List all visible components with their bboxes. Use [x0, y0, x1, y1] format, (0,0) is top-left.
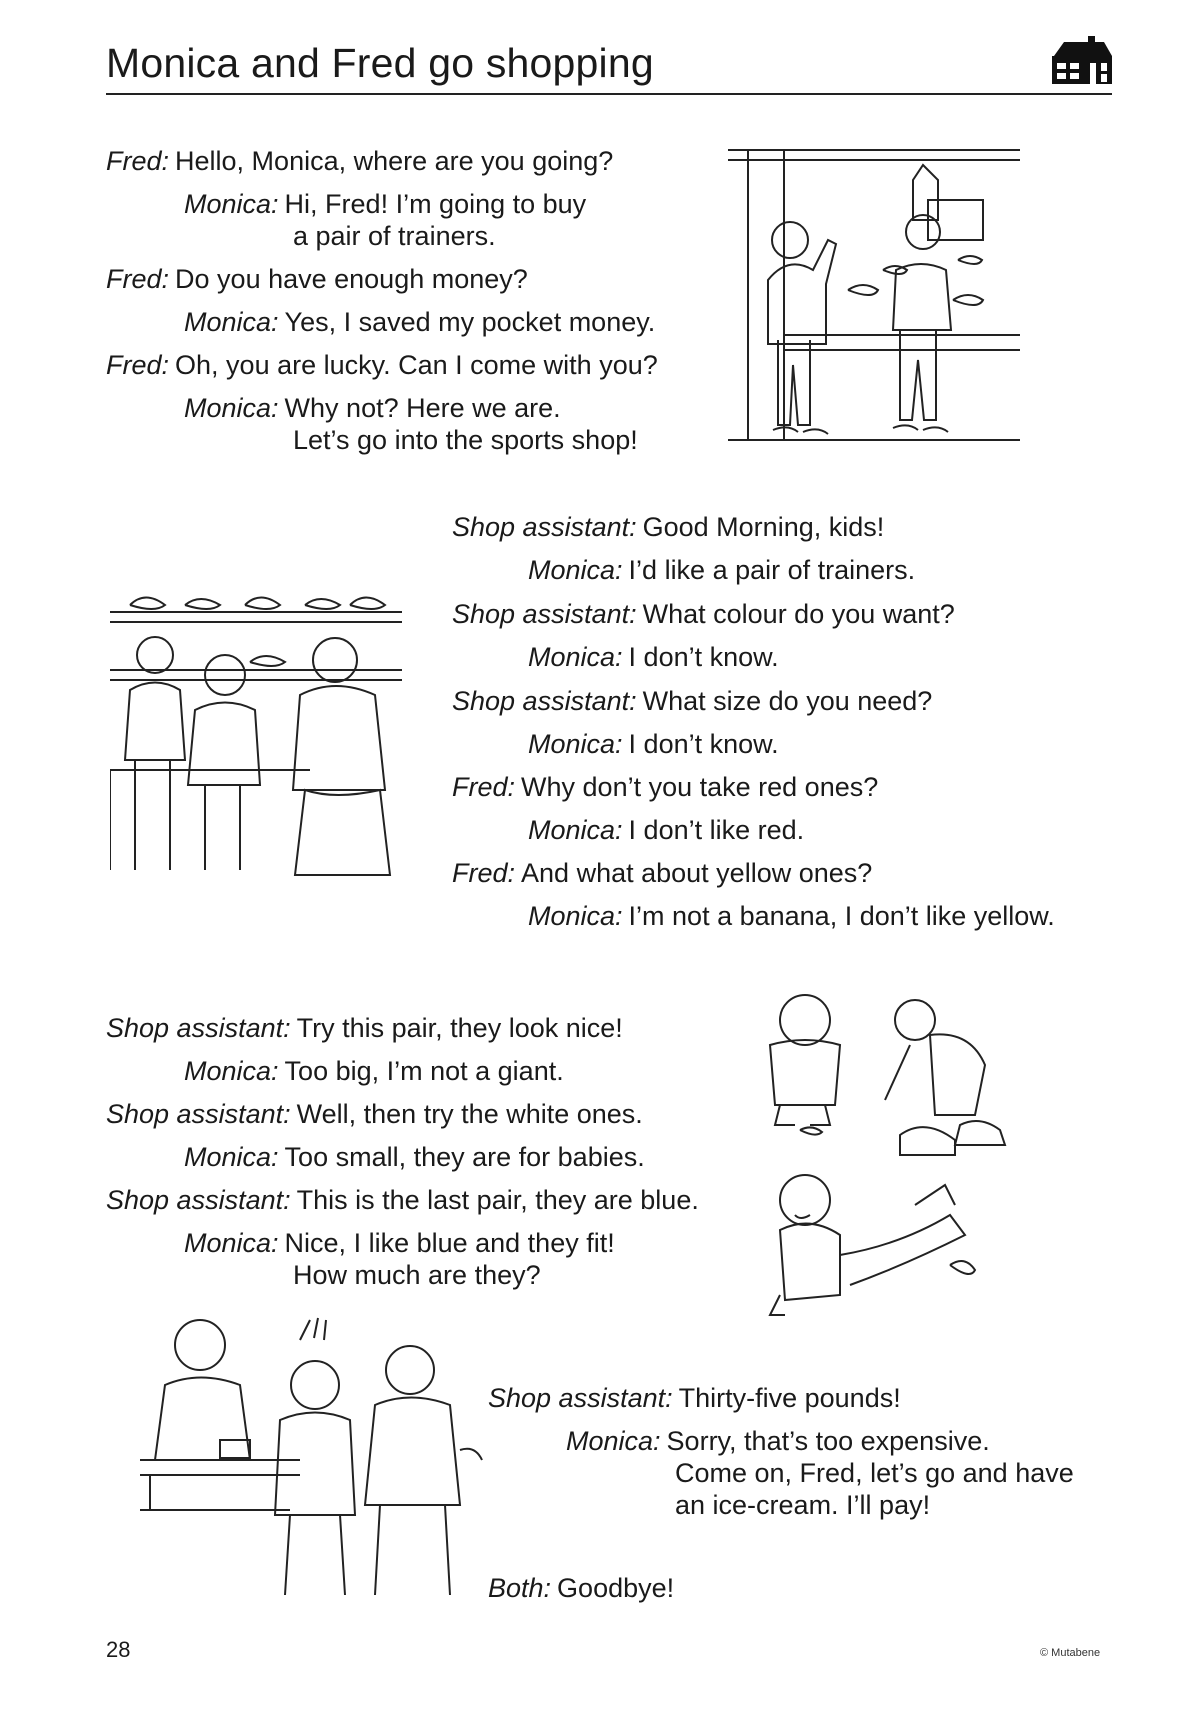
dialogue-line: [106, 349, 658, 381]
speaker-label: Monica:: [528, 901, 623, 931]
speaker-label: Shop assistant:: [488, 1383, 673, 1413]
line-text: Why not? Here we are.: [284, 393, 561, 423]
line-text: Yes, I saved my pocket money.: [284, 307, 656, 337]
dialogue-line: [528, 900, 1055, 932]
dialogue-line: [488, 1382, 901, 1414]
dialogue-line: [184, 1227, 615, 1259]
dialogue-line: [106, 263, 528, 295]
dialogue-line: [106, 1184, 699, 1216]
shop-counter-illustration: [140, 1300, 490, 1600]
dialogue-line: [452, 857, 872, 889]
line-text: I don’t know.: [628, 642, 779, 672]
line-text: Oh, you are lucky. Can I come with you?: [175, 350, 658, 380]
speaker-label: Shop assistant:: [106, 1099, 291, 1129]
dialogue-line: [528, 814, 804, 846]
line-text: What size do you need?: [642, 686, 933, 716]
page-number: 28: [106, 1637, 131, 1662]
dialogue-line: [528, 728, 779, 760]
speaker-label: Fred:: [452, 858, 516, 888]
speaker-label: Fred:: [452, 772, 516, 802]
line-text: This is the last pair, they are blue.: [296, 1185, 699, 1215]
dialogue-line-continued: a pair of trainers.: [293, 221, 496, 251]
dialogue-line-continued: Let’s go into the sports shop!: [293, 425, 638, 455]
line-text: Goodbye!: [557, 1573, 675, 1603]
dialogue-line: [106, 145, 613, 177]
line-text: Good Morning, kids!: [642, 512, 885, 542]
speaker-label: Shop assistant:: [452, 599, 637, 629]
line-text: Hi, Fred! I’m going to buy: [284, 189, 587, 219]
speaker-label: Monica:: [184, 1228, 279, 1258]
house-icon: [1048, 34, 1114, 86]
line-text: Why don’t you take red ones?: [521, 772, 879, 802]
page-title: Monica and Fred go shopping: [106, 40, 654, 86]
dialogue-line: [452, 511, 884, 543]
speaker-label: Monica:: [184, 1056, 279, 1086]
line-text: Hello, Monica, where are you going?: [175, 146, 614, 176]
dialogue-line: [452, 598, 955, 630]
dialogue-line-continued: an ice-cream. I’ll pay!: [675, 1490, 931, 1520]
line-text: Nice, I like blue and they fit!: [284, 1228, 615, 1258]
speaker-label: Shop assistant:: [452, 512, 637, 542]
speaker-label: Monica:: [528, 815, 623, 845]
dialogue-line: [184, 1055, 564, 1087]
dialogue-line: [452, 771, 878, 803]
line-text: Sorry, that’s too expensive.: [666, 1426, 990, 1456]
line-text: Try this pair, they look nice!: [296, 1013, 623, 1043]
speaker-label: Fred:: [106, 146, 170, 176]
shoe-shelf-illustration: [110, 570, 402, 880]
speaker-label: Monica:: [184, 1142, 279, 1172]
trying-trainers-illustration: [750, 985, 1050, 1335]
dialogue-line: [452, 685, 932, 717]
line-text: Thirty-five pounds!: [678, 1383, 901, 1413]
line-text: What colour do you want?: [642, 599, 955, 629]
line-text: Too big, I’m not a giant.: [284, 1056, 564, 1086]
dialogue-line: [528, 554, 915, 586]
line-text: I don’t know.: [628, 729, 779, 759]
dialogue-line: [528, 641, 779, 673]
line-text: Do you have enough money?: [175, 264, 528, 294]
copyright-notice: © Mutabene: [1040, 1647, 1101, 1659]
dialogue-line-continued: Come on, Fred, let’s go and have: [675, 1458, 1074, 1488]
speaker-label: Shop assistant:: [452, 686, 637, 716]
speaker-label: Monica:: [528, 729, 623, 759]
dialogue-line-continued: How much are they?: [293, 1260, 541, 1290]
dialogue-line: [184, 188, 586, 220]
speaker-label: Shop assistant:: [106, 1013, 291, 1043]
speaker-label: Shop assistant:: [106, 1185, 291, 1215]
speaker-label: Monica:: [184, 393, 279, 423]
dialogue-line: [184, 392, 561, 424]
speaker-label: Fred:: [106, 350, 170, 380]
speaker-label: Monica:: [528, 555, 623, 585]
dialogue-line: [566, 1425, 990, 1457]
shop-window-illustration: [728, 140, 1020, 465]
dialogue-line: [184, 1141, 645, 1173]
dialogue-line: [106, 1012, 623, 1044]
title-underline: [106, 93, 1112, 95]
line-text: I don’t like red.: [628, 815, 805, 845]
line-text: I’d like a pair of trainers.: [628, 555, 916, 585]
speaker-label: Monica:: [566, 1426, 661, 1456]
speaker-label: Both:: [488, 1573, 552, 1603]
speaker-label: Monica:: [528, 642, 623, 672]
line-text: And what about yellow ones?: [521, 858, 873, 888]
speaker-label: Fred:: [106, 264, 170, 294]
dialogue-line: [184, 306, 655, 338]
dialogue-line: [106, 1098, 643, 1130]
speaker-label: Monica:: [184, 189, 279, 219]
dialogue-line: [488, 1572, 674, 1604]
speaker-label: Monica:: [184, 307, 279, 337]
line-text: Well, then try the white ones.: [296, 1099, 643, 1129]
line-text: Too small, they are for babies.: [284, 1142, 645, 1172]
line-text: I’m not a banana, I don’t like yellow.: [628, 901, 1055, 931]
